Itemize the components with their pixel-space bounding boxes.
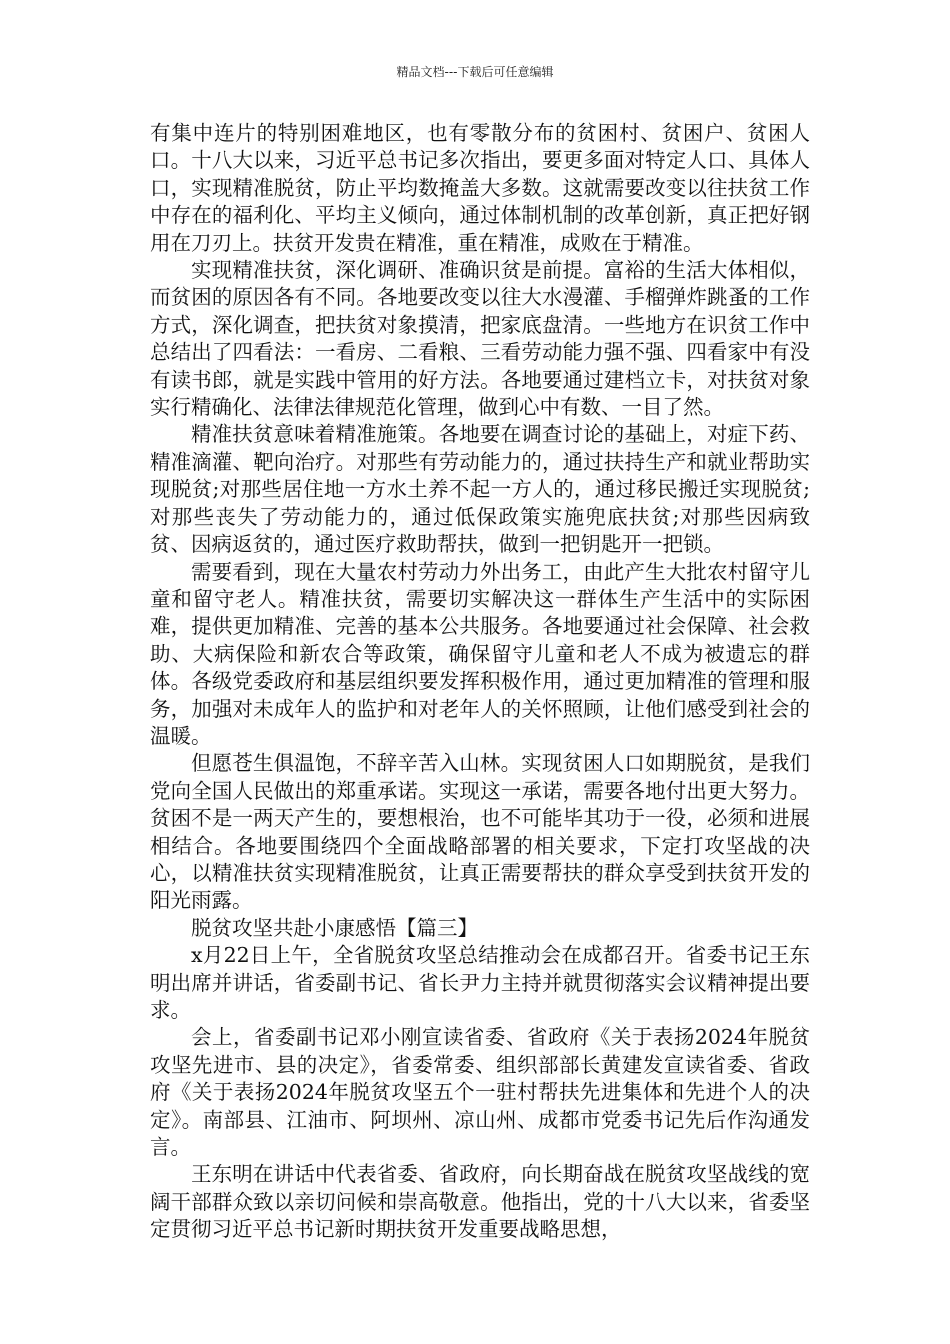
page-header: 精品文档---下载后可任意编辑 <box>396 65 554 79</box>
paragraph-8: 王东明在讲话中代表省委、省政府，向长期奋战在脱贫攻坚战线的宽阔干部群众致以亲切问候和崇高敬意。他指出，党的十八大以来，省委坚定贯彻习近平总书记新时期扶贫开发重要战略思想， <box>150 1162 810 1242</box>
paragraph-6: x月22日上午，全省脱贫攻坚总结推动会在成都召开。省委书记王东明出席并讲话，省委副书记、省长尹力主持并就贯彻落实会议精神提出要求。 <box>150 943 810 1022</box>
paragraph-1: 有集中连片的特别困难地区，也有零散分布的贫困村、贫困户、贫困人口。十八大以来，习近平总书记多次指出，要更多面对特定人口、具体人口，实现精准脱贫，防止平均数掩盖大多数。这就需要改变以往扶贫工作中存在的福利化、平均主义倾向，通过体制机制的改革创新，真正把好钢用在刀刃上。扶贫开发贵在精准，重在精准，成败在于精准。 <box>150 121 810 255</box>
paragraph-2: 实现精准扶贫，深化调研、准确识贫是前提。富裕的生活大体相似，而贫困的原因各有不同。各地要改变以往大水漫灌、手榴弹炸跳蚤的工作方式，深化调查，把扶贫对象摸清，把家底盘清。一些地方在识贫工作中总结出了四看法：一看房、二看粮、三看劳动能力强不强、四看家中有没有读书郎，就是实践中管用的好方法。各地要通过建档立卡，对扶贫对象实行精确化、法律法律规范化管理，做到心中有数、一目了然。 <box>150 258 810 420</box>
paragraph-3: 精准扶贫意味着精准施策。各地要在调查讨论的基础上，对症下药、精准滴灌、靶向治疗。对那些有劳动能力的，通过扶持生产和就业帮助实现脱贫;对那些居住地一方水土养不起一方人的，通过移民搬迁实现脱贫;对那些丧失了劳动能力的，通过低保政策实施兜底扶贫;对那些因病致贫、因病返贫的，通过医疗救助帮扶，做到一把钥匙开一把锁。 <box>150 422 810 557</box>
paragraph-4: 需要看到，现在大量农村劳动力外出务工，由此产生大批农村留守儿童和留守老人。精准扶贫，需要切实解决这一群体生产生活中的实际困难，提供更加精准、完善的基本公共服务。各地要通过社会保障、社会救助、大病保险和新农合等政策，确保留守儿童和老人不成为被遗忘的群体。各级党委政府和基层组织要发挥积极作用，通过更加精准的管理和服务，加强对未成年人的监护和对老年人的关怀照顾，让他们感受到社会的温暖。 <box>150 559 810 748</box>
paragraph-5: 但愿苍生俱温饱，不辞辛苦入山林。实现贫困人口如期脱贫，是我们党向全国人民做出的郑重承诺。实现这一承诺，需要各地付出更大努力。贫困不是一两天产生的，要想根治，也不可能毕其功于一役，必须和进展相结合。各地要围绕四个全面战略部署的相关要求，下定打攻坚战的决心，以精准扶贫实现精准脱贫，让真正需要帮扶的群众享受到扶贫开发的阳光雨露。 <box>150 751 810 913</box>
paragraph-7: 会上，省委副书记邓小刚宣读省委、省政府《关于表扬2024年脱贫攻坚先进市、县的决定》，省委常委、组织部部长黄建发宣读省委、省政府《关于表扬2024年脱贫攻坚五个一驻村帮扶先进集体和先进个人的决定》。南部县、江油市、阿坝州、凉山州、成都市党委书记先后作沟通发言。 <box>150 1025 810 1160</box>
section-heading: 脱贫攻坚共赴小康感悟【篇三】 <box>191 915 478 940</box>
document-body <box>150 120 810 1244</box>
